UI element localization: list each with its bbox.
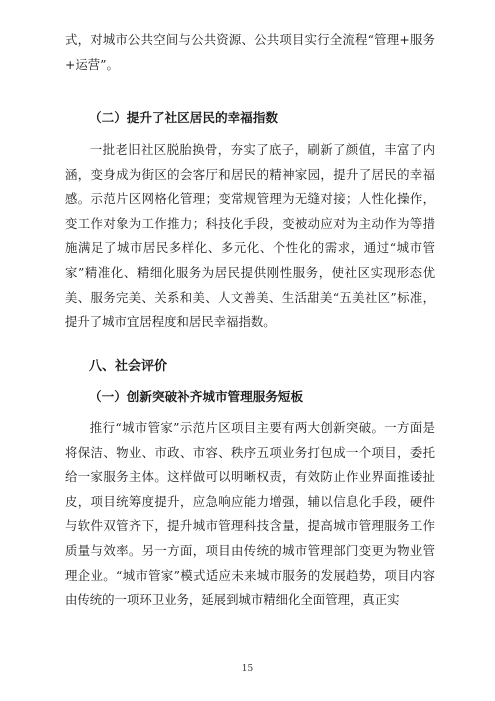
section-2-paragraph: 一批老旧社区脱胎换骨，夯实了底子，刷新了颜值，丰富了内涵，变身成为街区的会客厅和居民的精神家园，提升了居民的幸福感。示范片区网格化管理；变常规管理为无缝对接；人性化操作，变工作对象为工作推力；科技化手段，变被动应对为主动作为等措施满足了城市居民多样化、多元化、个性化的需求，通过“城市管家”精准化、精细化服务为居民提供刚性服务，使社区实现形态优美、服务完美、关系和美、人文善美、生活甜美“五美社区”标准，提升了城市宜居程度和居民幸福指数。 <box>65 142 435 330</box>
subsection-1-paragraph: 推行“城市管家”示范片区项目主要有两大创新突破。一方面是将保洁、物业、市政、市容、秩序五项业务打包成一个项目，委托给一家服务主体。这样做可以明晰权责，有效防止作业界面推诿扯皮，项目统筹度提升，应急响应能力增强，辅以信息化手段，硬件与软件双管齐下，提升城市管理科技含量，提高城市管理服务工作质量与效率。另一方面，项目由传统的城市管理部门变更为物业管理企业。“城市管家”模式适应未来城市服务的发展趋势，项目内容由传统的一项环卫业务，延展到城市精细化全面管理，真正实 <box>65 420 435 608</box>
page-number: 15 <box>241 664 254 674</box>
chapter-heading-8: 八、社会评价 <box>89 359 168 374</box>
section-heading-2: （二）提升了社区居民的幸福指数 <box>89 110 278 125</box>
intro-paragraph: 式，对城市公共空间与公共资源、公共项目实行全流程“管理+服务+运营”。 <box>65 32 435 72</box>
subsection-heading-1: （一）创新突破补齐城市管理服务短板 <box>89 389 304 404</box>
